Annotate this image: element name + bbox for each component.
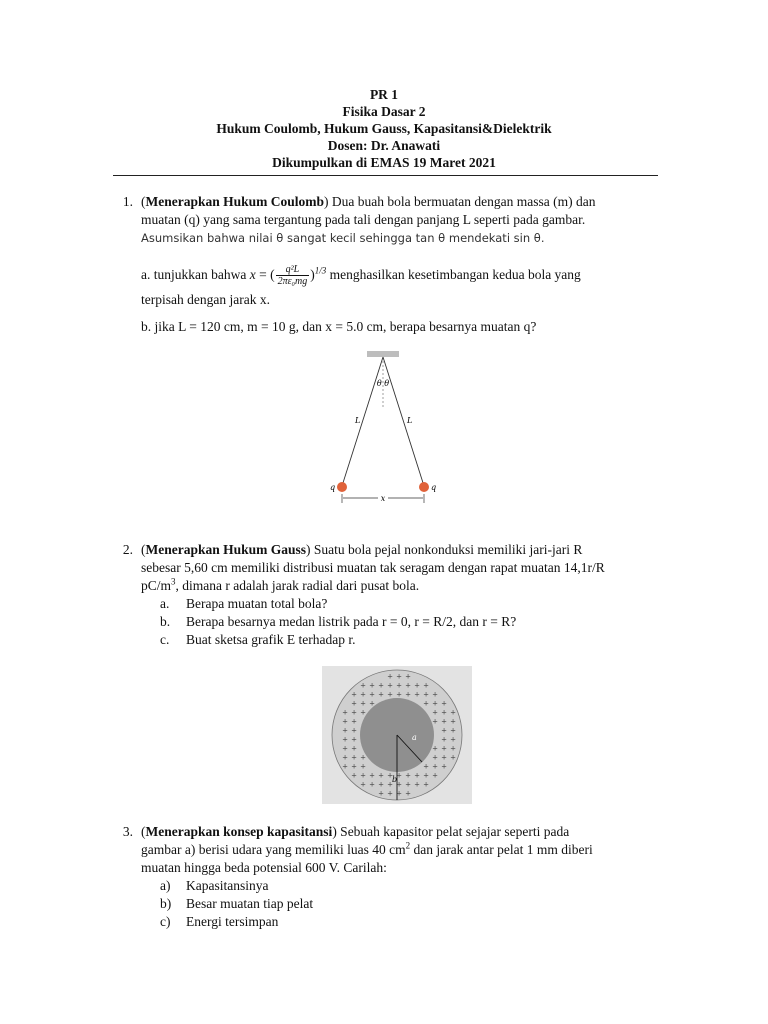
pendulum-figure	[310, 348, 460, 508]
plus-sign: +	[351, 726, 357, 735]
charged-sphere-figure	[322, 666, 472, 804]
formula-close: )	[310, 267, 315, 282]
q3-line3: muatan hingga beda potensial 600 V. Carilah:	[141, 860, 387, 875]
plus-sign: +	[423, 681, 429, 690]
plus-sign: +	[441, 726, 447, 735]
plus-sign: +	[378, 789, 384, 798]
plus-sign: +	[432, 708, 438, 717]
plus-sign: +	[342, 726, 348, 735]
deadline: Dikumpulkan di EMAS 19 Maret 2021	[272, 155, 496, 170]
plus-sign: +	[342, 717, 348, 726]
plus-sign: +	[423, 771, 429, 780]
plus-sign: +	[369, 771, 375, 780]
plus-sign: +	[441, 762, 447, 771]
plus-sign: +	[360, 762, 366, 771]
plus-sign: +	[387, 789, 393, 798]
q2-item-a-text: Berapa muatan total bola?	[186, 596, 328, 611]
plus-sign: +	[378, 780, 384, 789]
plus-sign: +	[441, 699, 447, 708]
plus-sign: +	[414, 681, 420, 690]
formula-x: x	[249, 267, 256, 282]
q3-line2	[141, 841, 593, 859]
plus-sign: +	[378, 771, 384, 780]
q3-item-b-label: b)	[160, 896, 172, 911]
plus-sign: +	[405, 681, 411, 690]
q3-number: 3.	[122, 824, 133, 839]
plus-sign: +	[360, 690, 366, 699]
q1-a	[141, 262, 581, 288]
q3-heading: Menerapkan konsep kapasitansi	[145, 824, 333, 839]
plus-sign: +	[405, 672, 411, 681]
plus-sign: +	[387, 672, 393, 681]
plus-sign: +	[378, 681, 384, 690]
q3-line2-a: gambar a) berisi udara yang memiliki luas 40 cm	[141, 842, 406, 857]
q1-a-prefix: a. tunjukkan bahwa	[141, 267, 247, 282]
plus-sign: +	[378, 690, 384, 699]
plus-sign: +	[351, 699, 357, 708]
charge-label-left: q	[330, 483, 336, 492]
ceiling-support	[367, 351, 399, 357]
plus-sign: +	[450, 744, 456, 753]
plus-sign: +	[432, 717, 438, 726]
plus-sign: +	[351, 690, 357, 699]
plus-sign: +	[423, 780, 429, 789]
plus-sign: +	[351, 753, 357, 762]
plus-sign: +	[396, 672, 402, 681]
radius-label-a: a	[412, 733, 417, 742]
formula-fraction	[276, 264, 310, 287]
plus-sign: +	[360, 753, 366, 762]
q3-item-c-text: Energi tersimpan	[186, 914, 279, 929]
q2-line1: (Menerapkan Hukum Gauss) Suatu bola pejal nonkonduksi memiliki jari-jari R	[141, 542, 583, 557]
plus-sign: +	[432, 699, 438, 708]
plus-sign: +	[405, 771, 411, 780]
lecturer: Dosen: Dr. Anawati	[327, 138, 441, 153]
length-label-right: L	[407, 416, 413, 425]
plus-sign: +	[405, 780, 411, 789]
formula-numerator: q²L	[276, 264, 310, 276]
q2-item-b-label: b.	[160, 614, 171, 629]
q2-number: 2.	[122, 542, 133, 557]
q2-line1-text: ) Suatu bola pejal nonkonduksi memiliki jari-jari R	[306, 542, 583, 557]
plus-sign: +	[396, 681, 402, 690]
plus-sign: +	[360, 708, 366, 717]
q3-line2-b: dan jarak antar pelat 1 mm diberi	[410, 842, 593, 857]
plus-sign: +	[450, 717, 456, 726]
q1-line1: (Menerapkan Hukum Coulomb) Dua buah bola bermuatan dengan massa (m) dan	[141, 194, 596, 209]
plus-sign: +	[360, 780, 366, 789]
q1-a-suffix: menghasilkan kesetimbangan kedua bola yang	[329, 267, 581, 282]
plus-sign: +	[423, 699, 429, 708]
plus-sign: +	[360, 699, 366, 708]
plus-sign: +	[396, 780, 402, 789]
q1-a-line2: terpisah dengan jarak x.	[141, 292, 270, 307]
plus-sign: +	[405, 789, 411, 798]
plus-sign: +	[450, 708, 456, 717]
course-name: Fisika Dasar 2	[342, 104, 426, 119]
formula-power: 1/3	[314, 265, 327, 276]
plus-sign: +	[432, 753, 438, 762]
plus-sign: +	[351, 735, 357, 744]
plus-sign: +	[423, 762, 429, 771]
plus-sign: +	[369, 681, 375, 690]
formula-denominator: 2πε₀mg	[277, 276, 308, 288]
plus-sign: +	[360, 681, 366, 690]
q3-line2-sup: 2	[405, 840, 411, 851]
q1-line2: muatan (q) yang sama tergantung pada tali dengan panjang L seperti pada gambar.	[141, 212, 586, 227]
plus-sign: +	[351, 771, 357, 780]
plus-sign: +	[414, 690, 420, 699]
plus-sign: +	[360, 771, 366, 780]
plus-sign: +	[387, 780, 393, 789]
plus-sign: +	[441, 708, 447, 717]
plus-sign: +	[450, 735, 456, 744]
theta-label: θ θ	[376, 379, 390, 388]
q1-number: 1.	[122, 194, 133, 209]
plus-sign: +	[342, 762, 348, 771]
charge-ball-left	[337, 482, 347, 492]
length-label-left: L	[355, 416, 361, 425]
q2-line3-b: , dimana r adalah jarak radial dari pusat bola.	[175, 578, 420, 593]
string-right	[383, 357, 424, 486]
charge-label-right: q	[431, 483, 437, 492]
q1-line3: Asumsikan bahwa nilai θ sangat kecil sehingga tan θ mendekati sin θ.	[141, 231, 545, 245]
plus-sign: +	[342, 744, 348, 753]
plus-sign: +	[432, 744, 438, 753]
plus-sign: +	[396, 789, 402, 798]
q3-item-a-label: a)	[160, 878, 171, 893]
q2-heading: Menerapkan Hukum Gauss	[145, 542, 307, 557]
plus-sign: +	[387, 681, 393, 690]
plus-sign: +	[342, 753, 348, 762]
q3-item-c-label: c)	[160, 914, 171, 929]
q3-line1-text: ) Sebuah kapasitor pelat sejajar seperti pada	[332, 824, 570, 839]
q1-heading: Menerapkan Hukum Coulomb	[145, 194, 325, 209]
charge-ball-right	[419, 482, 429, 492]
plus-sign: +	[405, 690, 411, 699]
q2-item-b-text: Berapa besarnya medan listrik pada r = 0, r = R/2, dan r = R?	[186, 614, 517, 629]
plus-sign: +	[414, 771, 420, 780]
plus-sign: +	[351, 744, 357, 753]
plus-sign: +	[441, 735, 447, 744]
q2-item-c-text: Buat sketsa grafik E terhadap r.	[186, 632, 356, 647]
plus-sign: +	[432, 771, 438, 780]
plus-sign: +	[414, 780, 420, 789]
q2-line2: sebesar 5,60 cm memiliki distribusi muatan tak seragam dengan rapat muatan 14,1r/R	[141, 560, 605, 575]
q3-item-a-text: Kapasitansinya	[186, 878, 269, 893]
q2-line3-a: pC/m	[141, 578, 172, 593]
plus-sign: +	[450, 753, 456, 762]
plus-sign: +	[342, 735, 348, 744]
plus-sign: +	[387, 690, 393, 699]
q2-line3-sup: 3	[171, 576, 176, 587]
plus-sign: +	[441, 753, 447, 762]
formula-eq: = (	[259, 267, 275, 282]
plus-sign: +	[351, 762, 357, 771]
plus-sign: +	[432, 762, 438, 771]
plus-sign: +	[342, 708, 348, 717]
q3-item-b-text: Besar muatan tiap pelat	[186, 896, 314, 911]
header-rule	[113, 175, 658, 176]
separation-label: x	[380, 494, 386, 503]
radius-label-b: b	[392, 775, 398, 784]
plus-sign: +	[450, 726, 456, 735]
plus-sign: +	[432, 690, 438, 699]
q2-item-a-label: a.	[160, 596, 170, 611]
plus-sign: +	[423, 690, 429, 699]
plus-sign: +	[369, 699, 375, 708]
plus-sign: +	[369, 780, 375, 789]
q3-line1: (Menerapkan konsep kapasitansi) Sebuah kapasitor pelat sejajar seperti pada	[141, 824, 570, 839]
plus-sign: +	[351, 717, 357, 726]
q2-item-c-label: c.	[160, 632, 170, 647]
page-title: PR 1	[369, 87, 399, 102]
q1-line1-text: ) Dua buah bola bermuatan dengan massa (m) dan	[324, 194, 596, 209]
plus-sign: +	[387, 771, 393, 780]
q1-b: b. jika L = 120 cm, m = 10 g, dan x = 5.0 cm, berapa besarnya muatan q?	[141, 319, 537, 334]
plus-sign: +	[441, 717, 447, 726]
string-left	[342, 357, 383, 486]
plus-sign: +	[396, 771, 402, 780]
plus-sign: +	[396, 690, 402, 699]
topics: Hukum Coulomb, Hukum Gauss, Kapasitansi&Dielektrik	[216, 121, 552, 136]
q2-line3	[141, 577, 419, 595]
plus-sign: +	[351, 708, 357, 717]
plus-sign: +	[441, 744, 447, 753]
plus-sign: +	[369, 690, 375, 699]
